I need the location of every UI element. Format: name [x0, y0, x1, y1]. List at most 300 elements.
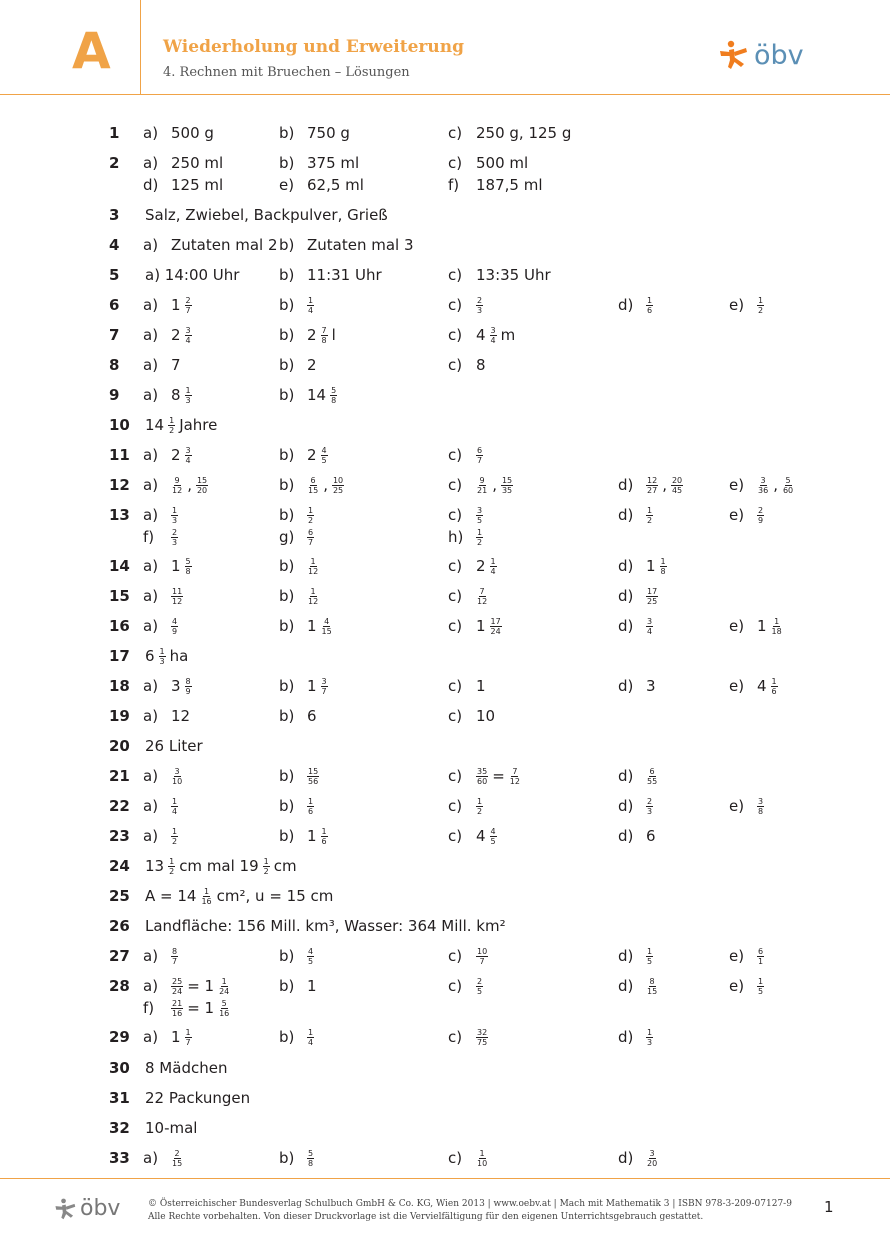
fraction	[501, 476, 513, 495]
sub-label: a)	[143, 326, 159, 344]
answer-cell	[279, 234, 416, 256]
page-number: 1	[824, 1198, 834, 1216]
answer-cell	[618, 504, 655, 526]
answer-text: 8	[171, 386, 181, 404]
fraction	[159, 647, 166, 666]
answer-text: 375 ml	[307, 154, 360, 172]
denominator: 24	[490, 626, 501, 636]
fraction	[185, 446, 192, 465]
denominator: 6	[321, 836, 327, 846]
numerator: 1	[159, 646, 165, 656]
sub-label: e)	[729, 296, 745, 314]
denominator: 20	[196, 485, 208, 495]
answer-text: 4	[757, 677, 767, 695]
sub-label: e)	[729, 677, 745, 695]
answer-cell	[279, 526, 316, 548]
sub-label: a)	[143, 446, 159, 464]
answer-cell	[143, 855, 299, 877]
numerator: 1	[310, 586, 316, 596]
answer-cell	[729, 675, 780, 697]
answer-cell	[279, 765, 321, 787]
numerator: 6	[649, 766, 655, 776]
answer-cell	[618, 294, 655, 316]
sub-label: d)	[618, 797, 634, 815]
sub-label: c)	[448, 617, 463, 635]
denominator: 60	[477, 776, 488, 786]
answer-text: 22 Packungen	[145, 1089, 251, 1107]
answer-cell	[448, 294, 485, 316]
fraction	[171, 587, 183, 606]
fraction	[168, 416, 175, 435]
answer-text: 4	[476, 326, 486, 344]
denominator: 9	[185, 686, 191, 696]
numerator: 2	[477, 976, 483, 986]
fraction	[476, 767, 488, 786]
fraction	[757, 977, 764, 996]
denominator: 2	[172, 836, 178, 846]
exercise-number: 8	[109, 356, 120, 374]
answer-cell	[448, 705, 497, 727]
copyright-notice	[148, 1198, 792, 1224]
denominator: 35	[501, 485, 513, 495]
answer-cell	[143, 1026, 194, 1048]
numerator: 4	[308, 946, 314, 956]
numerator: 5	[331, 385, 337, 395]
numerator: 2	[174, 1148, 180, 1158]
answer-cell	[618, 945, 655, 967]
answer-text: = 1	[187, 999, 215, 1017]
fraction	[771, 617, 783, 636]
sub-label: d)	[618, 476, 634, 494]
denominator: 2	[647, 515, 653, 525]
sub-label: c)	[448, 506, 463, 524]
numerator: 2	[172, 527, 178, 537]
exercise-number: 7	[109, 326, 120, 344]
answer-cell	[448, 765, 523, 787]
answer-text: 1	[307, 827, 317, 845]
sub-label: e)	[729, 476, 745, 494]
exercise-number: 17	[109, 647, 130, 665]
sub-label: b)	[279, 1028, 295, 1046]
sub-label: a)	[143, 557, 159, 575]
exercise-number: 31	[109, 1089, 130, 1107]
exercise-number: 21	[109, 767, 130, 785]
exercise-number: 30	[109, 1059, 130, 1077]
fraction	[171, 767, 183, 786]
answer-cell	[448, 324, 517, 346]
exercise-number: 4	[109, 236, 120, 254]
sub-label: b)	[279, 124, 295, 142]
numerator: 5	[308, 1148, 314, 1158]
sub-label: b)	[279, 707, 295, 725]
answer-cell	[279, 324, 338, 346]
answer-cell	[448, 264, 553, 286]
page-subtitle: 4. Rechnen mit Bruechen – Lösungen	[163, 65, 410, 80]
numerator: 1	[479, 1148, 485, 1158]
denominator: 16	[201, 896, 212, 906]
exercise-number: 3	[109, 206, 120, 224]
denominator: 12	[172, 596, 183, 606]
fraction	[307, 947, 314, 966]
answer-text: 13:35 Uhr	[476, 266, 551, 284]
numerator: 9	[174, 475, 180, 485]
numerator: 3	[649, 1148, 655, 1158]
answer-cell	[143, 645, 190, 667]
sub-label: c)	[448, 356, 463, 374]
fraction	[307, 506, 314, 525]
answer-cell	[729, 504, 766, 526]
numerator: 1	[647, 295, 653, 305]
numerator: 4	[324, 616, 330, 626]
answer-cell	[279, 354, 319, 376]
exercise-number: 26	[109, 917, 130, 935]
sub-label: d)	[618, 296, 634, 314]
answer-text: 500 g	[171, 124, 214, 142]
sub-label: b)	[279, 557, 295, 575]
answer-cell	[143, 825, 180, 847]
fraction	[509, 767, 521, 786]
denominator: 3	[185, 395, 191, 405]
exercise-number: 2	[109, 154, 120, 172]
fraction	[307, 797, 314, 816]
answer-cell	[279, 504, 316, 526]
fraction	[171, 977, 183, 996]
sub-label: d)	[618, 827, 634, 845]
denominator: 7	[321, 686, 327, 696]
sub-label: d)	[618, 1028, 634, 1046]
answer-text: 10	[476, 707, 496, 725]
numerator: 17	[490, 616, 501, 626]
denominator: 8	[331, 395, 337, 405]
copyright-line-2: Alle Rechte vorbehalten. Von dieser Druckvorlage ist die Vervielfältigung für den eigenen Unterrichtsgebrauch gestattet.	[148, 1212, 704, 1222]
sub-label: a)	[143, 386, 159, 404]
answer-text: 2	[307, 446, 317, 464]
numerator: 1	[221, 976, 227, 986]
fraction	[646, 977, 658, 996]
footer-rule	[0, 1178, 890, 1179]
answer-text: m	[500, 326, 516, 344]
numerator: 1	[771, 676, 777, 686]
sub-label: d)	[618, 677, 634, 695]
answer-text: ,	[323, 476, 328, 494]
numerator: 3	[185, 445, 191, 455]
answer-cell	[729, 474, 796, 496]
exercise-number: 18	[109, 677, 130, 695]
fraction	[757, 476, 769, 495]
fraction	[307, 296, 314, 315]
denominator: 18	[771, 626, 782, 636]
denominator: 3	[172, 515, 178, 525]
fraction	[332, 476, 344, 495]
denominator: 8	[660, 566, 666, 576]
sub-label: c)	[448, 1028, 463, 1046]
exercise-number: 11	[109, 446, 130, 464]
sub-label: a)	[143, 827, 159, 845]
fraction	[646, 617, 653, 636]
answer-cell	[279, 975, 319, 997]
denominator: 2	[477, 806, 483, 816]
answer-text: 2	[307, 356, 317, 374]
answer-cell	[143, 474, 210, 496]
fraction	[476, 587, 488, 606]
numerator: 1	[172, 826, 178, 836]
sub-label: c)	[448, 977, 463, 995]
sub-label: b)	[279, 767, 295, 785]
fraction	[490, 557, 497, 576]
answer-cell	[448, 585, 490, 607]
sub-label: f)	[448, 176, 460, 194]
answer-cell	[143, 204, 390, 226]
numerator: 6	[758, 946, 764, 956]
numerator: 3	[760, 475, 766, 485]
numerator: 1	[308, 796, 314, 806]
answer-text: 1	[171, 557, 181, 575]
answer-text: 12	[171, 707, 191, 725]
denominator: 5	[647, 956, 653, 966]
exercise-number: 27	[109, 947, 130, 965]
answer-cell	[279, 555, 321, 577]
sub-label: e)	[729, 617, 745, 635]
answer-text: 62,5 ml	[307, 176, 364, 194]
denominator: 15	[647, 986, 658, 996]
exercise-number: 22	[109, 797, 130, 815]
exercise-number: 25	[109, 887, 130, 905]
answer-cell	[143, 152, 225, 174]
answer-cell	[143, 1057, 229, 1079]
answer-cell	[448, 354, 488, 376]
answer-text: cm mal 19	[179, 857, 259, 875]
fraction	[660, 557, 667, 576]
numerator: 1	[647, 505, 653, 515]
answer-cell	[729, 975, 766, 997]
chapter-letter: A	[72, 22, 111, 80]
sub-label: c)	[448, 947, 463, 965]
denominator: 25	[647, 596, 658, 606]
sub-label: d)	[618, 767, 634, 785]
fraction	[646, 587, 658, 606]
oebv-star-icon	[718, 40, 748, 70]
denominator: 12	[308, 596, 319, 606]
answer-text: =	[492, 767, 505, 785]
answer-text: a) 14:00 Uhr	[145, 266, 240, 284]
exercise-number: 16	[109, 617, 130, 635]
fraction	[171, 476, 183, 495]
denominator: 2	[477, 537, 483, 547]
denominator: 16	[172, 1008, 183, 1018]
exercise-number: 9	[109, 386, 120, 404]
answer-cell	[279, 945, 316, 967]
fraction	[307, 557, 319, 576]
sub-label: d)	[618, 557, 634, 575]
answer-cell	[279, 1026, 316, 1048]
numerator: 1	[477, 527, 483, 537]
numerator: 1	[490, 556, 496, 566]
denominator: 7	[185, 1037, 191, 1047]
denominator: 55	[647, 776, 658, 786]
answer-cell	[729, 294, 766, 316]
denominator: 5	[477, 515, 483, 525]
answer-cell	[729, 795, 766, 817]
numerator: 6	[308, 527, 314, 537]
answer-cell	[448, 1147, 490, 1169]
numerator: 4	[490, 826, 496, 836]
fraction	[321, 827, 328, 846]
fraction	[307, 1028, 314, 1047]
answer-text: 8	[476, 356, 486, 374]
answer-text: Jahre	[179, 416, 218, 434]
sub-label: c)	[448, 557, 463, 575]
sub-label: a)	[143, 947, 159, 965]
fraction	[171, 827, 178, 846]
fraction	[307, 767, 319, 786]
fraction	[476, 1149, 488, 1168]
answer-cell	[448, 795, 485, 817]
answer-text: 750 g	[307, 124, 350, 142]
answer-cell	[143, 324, 194, 346]
answer-cell	[143, 1117, 199, 1139]
fraction	[321, 617, 333, 636]
fraction	[490, 827, 497, 846]
answer-text: 2	[171, 446, 181, 464]
exercise-number: 33	[109, 1149, 130, 1167]
fraction	[490, 326, 497, 345]
numerator: 1	[477, 796, 483, 806]
sub-label: a)	[143, 677, 159, 695]
answer-cell	[143, 264, 241, 286]
sub-label: c)	[448, 827, 463, 845]
answer-text: Zutaten mal 3	[307, 236, 414, 254]
sub-label: c)	[448, 767, 463, 785]
answer-cell	[143, 975, 232, 997]
footer-brand-name: öbv	[80, 1196, 121, 1221]
answer-text: cm², u = 15 cm	[216, 887, 334, 905]
denominator: 4	[308, 1037, 314, 1047]
numerator: 6	[477, 445, 483, 455]
answer-cell	[618, 474, 685, 496]
numerator: 15	[501, 475, 513, 485]
copyright-line-1: © Österreichischer Bundesverlag Schulbuch GmbH & Co. KG, Wien 2013 | www.oebv.at | Mach mit Mathematik 3 | ISBN 978-3-209-07127-9	[148, 1199, 792, 1209]
answer-cell	[143, 675, 194, 697]
answer-text: 6	[307, 707, 317, 725]
denominator: 4	[185, 455, 191, 465]
numerator: 10	[332, 475, 344, 485]
sub-label: b)	[279, 1149, 295, 1167]
sub-label: b)	[279, 356, 295, 374]
sub-label: c)	[448, 296, 463, 314]
numerator: 3	[174, 766, 180, 776]
answer-cell	[448, 615, 504, 637]
answer-cell	[279, 795, 316, 817]
denominator: 12	[509, 776, 520, 786]
denominator: 60	[782, 485, 794, 495]
answer-cell	[143, 122, 216, 144]
sub-label: g)	[279, 528, 295, 546]
answer-cell	[143, 1087, 252, 1109]
numerator: 1	[758, 295, 764, 305]
numerator: 1	[169, 856, 175, 866]
answer-text: ,	[187, 476, 192, 494]
denominator: 8	[321, 335, 327, 345]
answer-cell	[279, 294, 316, 316]
answer-text: 2	[476, 557, 486, 575]
sub-label: c)	[448, 797, 463, 815]
exercise-number: 1	[109, 124, 120, 142]
numerator: 5	[185, 556, 191, 566]
sub-label: b)	[279, 617, 295, 635]
denominator: 15	[308, 485, 319, 495]
sub-label: h)	[448, 528, 464, 546]
fraction	[185, 296, 192, 315]
exercise-number: 10	[109, 416, 130, 434]
denominator: 5	[308, 956, 314, 966]
denominator: 4	[185, 335, 191, 345]
exercise-number: 15	[109, 587, 130, 605]
answer-text: 2	[171, 326, 181, 344]
fraction	[490, 617, 502, 636]
sub-label: a)	[143, 617, 159, 635]
answer-text: 26 Liter	[145, 737, 203, 755]
numerator: 7	[479, 586, 485, 596]
sub-label: a)	[143, 154, 159, 172]
denominator: 27	[647, 485, 658, 495]
numerator: 15	[308, 766, 319, 776]
fraction	[200, 887, 212, 906]
denominator: 56	[308, 776, 319, 786]
denominator: 7	[479, 956, 485, 966]
sub-label: a)	[143, 296, 159, 314]
fraction	[646, 476, 658, 495]
answer-text: 13	[145, 857, 165, 875]
answer-text: ,	[773, 476, 778, 494]
denominator: 8	[185, 566, 191, 576]
answer-text: 6	[145, 647, 155, 665]
fraction	[321, 446, 328, 465]
numerator: 12	[647, 475, 658, 485]
fraction	[171, 506, 178, 525]
numerator: 1	[185, 385, 191, 395]
answer-cell	[618, 675, 658, 697]
answer-cell	[618, 555, 669, 577]
answer-cell	[279, 122, 352, 144]
numerator: 11	[172, 586, 183, 596]
numerator: 8	[185, 676, 191, 686]
fraction	[476, 1028, 488, 1047]
denominator: 7	[172, 956, 178, 966]
fraction	[171, 1149, 183, 1168]
answer-cell	[618, 1147, 660, 1169]
fraction	[330, 386, 337, 405]
answer-cell	[618, 975, 660, 997]
fraction	[171, 617, 178, 636]
answer-cell	[143, 735, 205, 757]
exercise-number: 19	[109, 707, 130, 725]
answer-cell	[143, 174, 225, 196]
answer-cell	[618, 585, 660, 607]
sub-label: d)	[618, 947, 634, 965]
sub-label: b)	[279, 827, 295, 845]
numerator: 4	[321, 445, 327, 455]
answer-cell	[729, 615, 785, 637]
numerator: 1	[169, 415, 175, 425]
numerator: 8	[172, 946, 178, 956]
sub-label: a)	[143, 767, 159, 785]
fraction	[646, 947, 653, 966]
answer-cell	[143, 555, 194, 577]
answer-cell	[279, 825, 330, 847]
answer-cell	[448, 526, 485, 548]
sub-label: e)	[279, 176, 295, 194]
denominator: 21	[477, 485, 488, 495]
